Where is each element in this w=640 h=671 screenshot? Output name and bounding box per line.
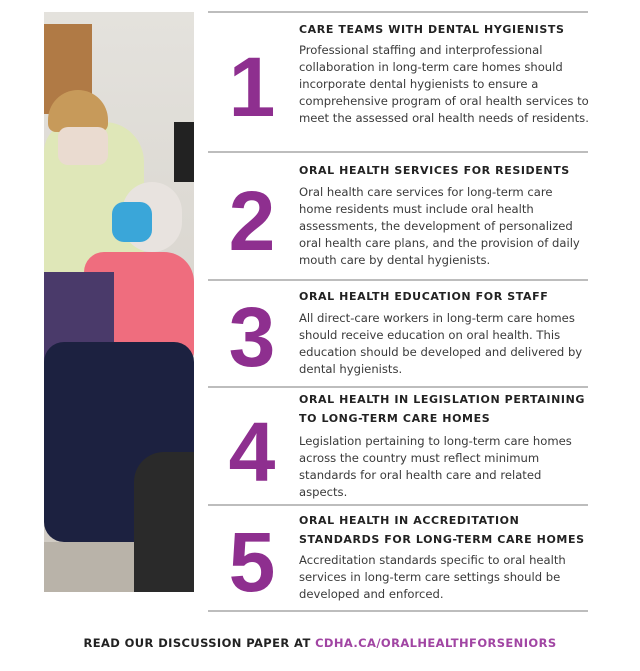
discussion-paper-link[interactable]: CDHA.CA/ORALHEALTHFORSENIORS (315, 636, 557, 650)
section-4 (208, 388, 588, 505)
section-body: Professional staffing and interprofessional collaboration in long-term care homes should incorporate dental hygienists to ensure a comprehensive program of oral health services to meet the assessed oral health needs of residents. (299, 43, 589, 125)
section-body: Oral health care services for long-term care home residents must include oral health assessments, the development of personalized oral health care plans, and the provision of daily mouth care by dental hygienists. (299, 185, 580, 267)
section-body: All direct-care workers in long-term care homes should receive education on oral health. This education should be developed and delivered by dental hygienists. (299, 311, 583, 376)
section-3 (208, 281, 588, 387)
section-title: ORAL HEALTH IN ACCREDITATION STANDARDS FOR LONG-TERM CARE HOMES (299, 514, 585, 546)
section-title: ORAL HEALTH IN LEGISLATION PERTAINING TO LONG-TERM CARE HOMES (299, 393, 586, 425)
section-1 (208, 13, 588, 152)
section-number: 4 (228, 405, 276, 499)
section-2 (208, 153, 588, 280)
divider (208, 610, 588, 612)
section-number: 2 (228, 174, 276, 268)
section-body: Accreditation standards specific to oral health services in long-term care settings should be developed and enforced. (299, 553, 566, 601)
section-title: ORAL HEALTH SERVICES FOR RESIDENTS (299, 164, 570, 177)
section-5 (208, 506, 588, 611)
photo-dental-hygienist-with-resident (44, 12, 194, 592)
section-number: 1 (228, 40, 276, 134)
section-number: 5 (228, 515, 276, 609)
section-number: 3 (228, 290, 276, 384)
section-body: Legislation pertaining to long-term care homes across the country must reflect minimum standards for oral health care and related aspects. (299, 434, 572, 499)
section-title: CARE TEAMS WITH DENTAL HYGIENISTS (299, 23, 565, 36)
footer-call-to-action (0, 636, 640, 650)
section-title: ORAL HEALTH EDUCATION FOR STAFF (299, 290, 549, 303)
footer-text: READ OUR DISCUSSION PAPER AT (83, 636, 316, 650)
